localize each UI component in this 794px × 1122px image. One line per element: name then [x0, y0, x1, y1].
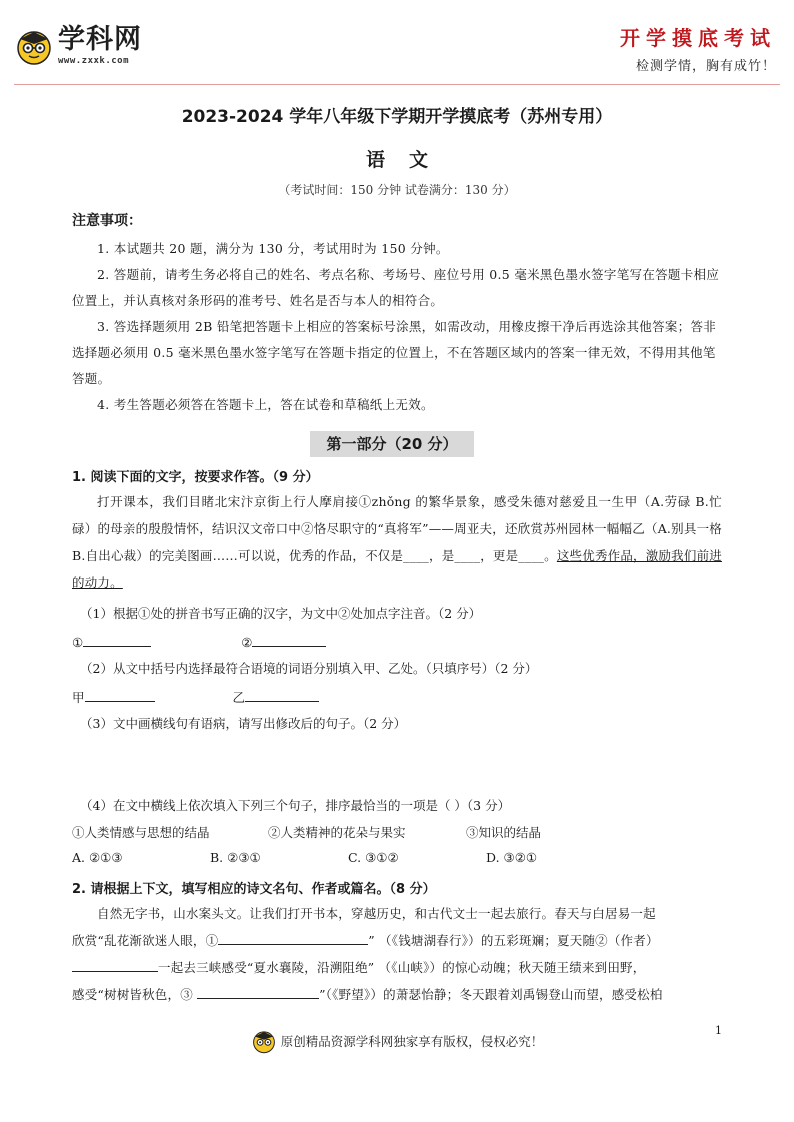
notice-item: 4. 考生答题必须答在答题卡上，答在试卷和草稿纸上无效。: [97, 397, 434, 412]
header-divider: [14, 84, 780, 85]
slogan: 检测学情，胸有成竹！: [635, 59, 776, 74]
answer-line-row: [72, 687, 319, 706]
brand-url: www.zxxk.com: [58, 56, 130, 66]
section-heading: 第一部分（20 分）: [310, 431, 474, 457]
passage-line: 自然无字书，山水案头文。让我们打开书本，穿越历史，和古代文士一起去旅行。春天与白居易一起: [97, 906, 656, 921]
mascot-face-icon: [251, 1028, 277, 1054]
passage-line: [72, 981, 722, 1008]
page-number: 1: [715, 1024, 722, 1037]
passage-line: [72, 954, 722, 981]
sub-question-4: （4）在文中横线上依次填入下列三个句子，排序最恰当的一项是（ ）（3 分）: [80, 798, 511, 813]
sub-question-3: （3）文中画横线句有语病，请写出修改后的句子。（2 分）: [80, 716, 407, 731]
exam-info: （考试时间：150 分钟 试卷满分：130 分）: [278, 183, 516, 197]
subject-title: 语文: [365, 149, 452, 171]
answer-blank[interactable]: [218, 930, 368, 945]
passage-text: 一起去三峡感受“夏水襄陵，沿溯阻绝” （《山峡》）的惊心动魄；秋天随王绩来到田野，: [158, 960, 646, 975]
question-1-title: 1. 阅读下面的文字，按要求作答。（9 分）: [72, 470, 319, 485]
passage-text: 感受“树树皆秋色，③: [72, 987, 198, 1002]
copyright-text: 原创精品资源学科网独家享有版权，侵权必究！: [280, 1034, 544, 1049]
passage-text: ” （《钱塘湖春行》）的五彩斑斓；夏天随②（作者）: [368, 933, 659, 948]
notice-item: 1. 本试题共 20 题，满分为 130 分，考试用时为 150 分钟。: [97, 241, 449, 256]
option-2: ②人类精神的花朵与果实: [268, 825, 406, 840]
choice-d[interactable]: D. ③②①: [486, 850, 538, 865]
header-right: [620, 26, 776, 74]
notice-list: [72, 236, 722, 418]
question-1-passage: [72, 488, 722, 596]
answer-label: 甲: [72, 690, 85, 705]
question-2-passage: [72, 900, 722, 1008]
choice-b[interactable]: B. ②③①: [210, 850, 261, 865]
answer-blank[interactable]: [252, 632, 326, 647]
sub-question-2: （2）从文中括号内选择最符合语境的词语分别填入甲、乙处。（只填序号）（2 分）: [80, 661, 538, 676]
passage-text: ”（《野望》）的萧瑟怡静；冬天跟着刘禹锡登山而望，感受松柏: [319, 987, 663, 1002]
answer-line-row: [72, 632, 326, 650]
notice-item: 3. 答选择题须用 2B 铅笔把答题卡上相应的答案标号涂黑，如需改动，用橡皮擦干净后再选涂其他答案；答非选择题必须用 0.5 毫米黑色墨水签字笔写在答题卡指定的位置上，不在答题区域内的答案一律无效，不得用其他笔答题。: [72, 319, 717, 386]
footer: [0, 1028, 794, 1054]
exam-tag: 开学摸底考试: [620, 26, 776, 50]
question-2-title: 2. 请根据上下文，填写相应的诗文名句、作者或篇名。（8 分）: [72, 882, 436, 897]
brand-logo[interactable]: [14, 26, 142, 66]
answer-blank[interactable]: [85, 687, 155, 702]
passage-text: 欣赏“乱花渐欲迷人眼，①: [72, 933, 219, 948]
answer-label: 乙: [232, 690, 245, 705]
passage-text: 打开课本，我们目睹北宋汴京街上行人摩肩接①zhǒng 的繁华景象，感受朱德对慈爱且一生甲（A.劳碌 B.忙碌）的母亲的殷殷情怀，结识汉文帝口中②恪尽职守的“真将军”——周亚夫，还欣赏苏州园林一幅幅乙（A.别具一格 B.自出心裁）的完美图画……可以说，优秀的作品，不仅是____，是____，更是____。: [72, 494, 722, 563]
mascot-face-icon: [14, 26, 54, 66]
choice-a[interactable]: A. ②①③: [72, 850, 123, 865]
brand-name: 学科网: [58, 24, 142, 55]
option-1: ①人类情感与思想的结晶: [72, 825, 210, 840]
page-title: 2023-2024 学年八年级下学期开学摸底考（苏州专用）: [181, 107, 613, 127]
notice-item: 2. 答题前，请考生务必将自己的姓名、考点名称、考场号、座位号用 0.5 毫米黑色墨水签字笔写在答题卡相应位置上，并认真核对条形码的准考号、姓名是否与本人的相符合。: [72, 267, 720, 308]
answer-blank[interactable]: [72, 957, 158, 972]
sub-question-1: （1）根据①处的拼音书写正确的汉字，为文中②处加点字注音。（2 分）: [80, 606, 482, 621]
option-3: ③知识的结晶: [466, 825, 542, 840]
answer-blank[interactable]: [83, 632, 151, 647]
answer-blank[interactable]: [197, 984, 319, 999]
underlined-sentence: 这些优秀作品，激励我们前进的动力。: [72, 548, 722, 590]
choice-c[interactable]: C. ③①②: [348, 850, 399, 865]
answer-blank[interactable]: [245, 687, 319, 702]
answer-label: ②: [241, 635, 253, 650]
notice-title: 注意事项：: [72, 213, 142, 229]
passage-line: [72, 927, 722, 954]
answer-label: ①: [72, 635, 84, 650]
